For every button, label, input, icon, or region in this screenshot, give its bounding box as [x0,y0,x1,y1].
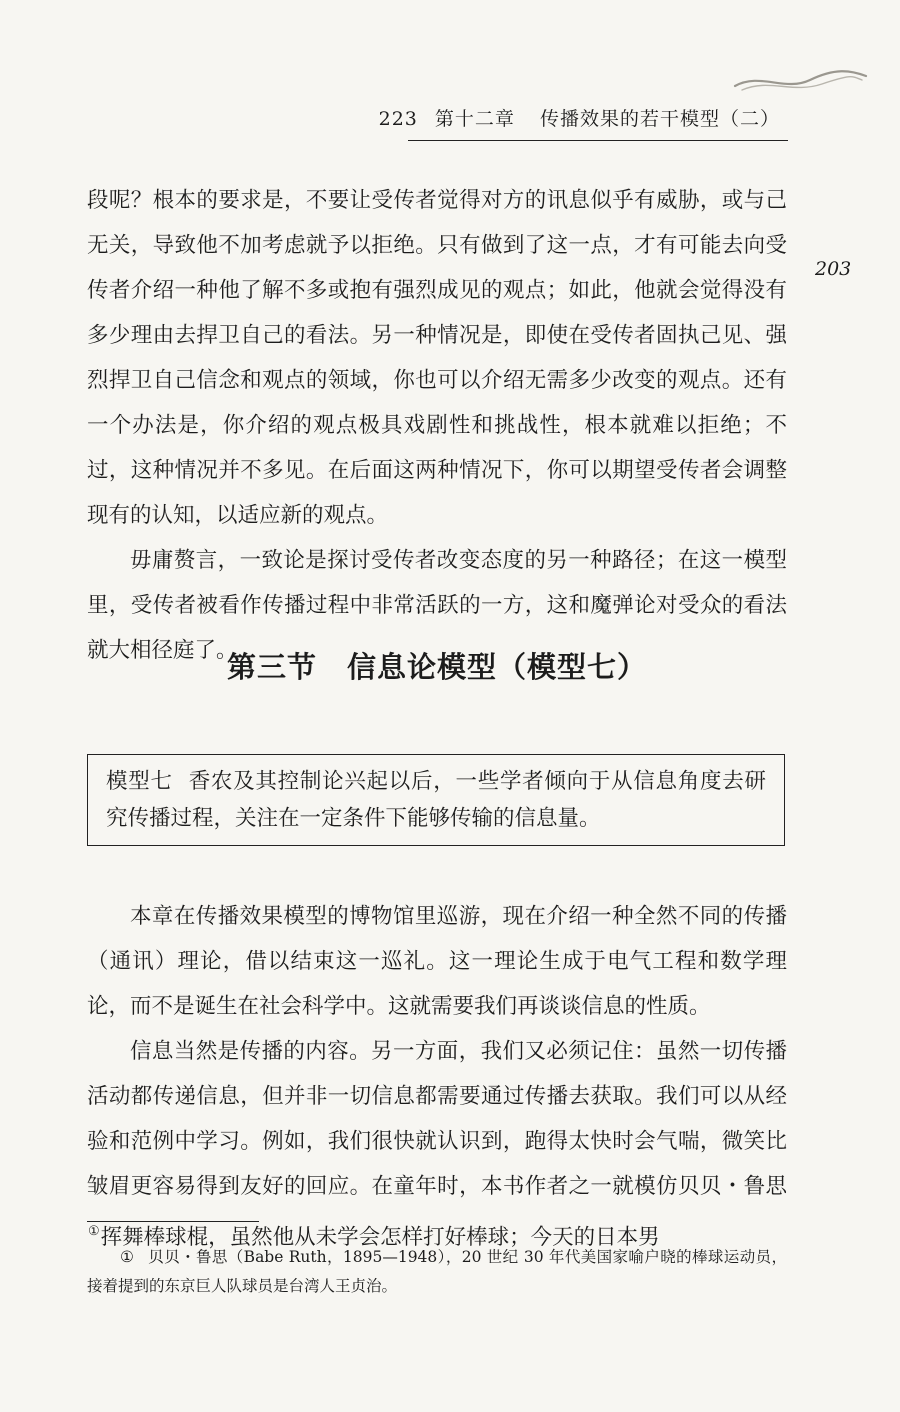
footnote-reference[interactable]: ① [88,1224,100,1239]
paragraph-text: 信息当然是传播的内容。另一方面，我们又必须记住：虽然一切传播活动都传递信息，但并非一切信息都需要通过传播去获取。我们可以从经验和范例中学习。例如，我们很快就认识到，跑得太快时会气喘，微笑比皱眉更容易得到友好的回应。在童年时，本书作者之一就模仿贝贝・鲁思 [87,1039,787,1199]
model-description: 香农及其控制论兴起以后，一些学者倾向于从信息角度去研究传播过程，关注在一定条件下能够传输的信息量。 [106,769,766,831]
footnote-rule [87,1221,259,1222]
running-header [379,104,780,131]
margin-page-number: 203 [815,258,852,280]
section-heading [87,645,787,686]
paragraph: 段呢？根本的要求是，不要让受传者觉得对方的讯息似乎有威胁，或与己无关，导致他不加考虑就予以拒绝。只有做到了这一点，才有可能去向受传者介绍一种他了解不多或抱有强烈成见的观点；如此，他就会觉得没有多少理由去捍卫自己的看法。另一种情况是，即使在受传者固执己见、强烈捍卫自己信念和观点的领域，你也可以介绍无需多少改变的观点。还有一个办法是，你介绍的观点极具戏剧性和挑战性，根本就难以拒绝；不过，这种情况并不多见。在后面这两种情况下，你可以期望受传者会调整现有的认知，以适应新的观点。 [87,188,787,528]
chapter-number: 第十二章 [434,108,515,130]
page-number: 223 [378,108,418,130]
footnote [87,1243,787,1301]
footnote-text: 贝贝・鲁思（Babe Ruth，1895—1948），20 世纪 30 年代美国家喻户晓的棒球运动员，接着提到的东京巨人队球员是台湾人王贞治。 [87,1248,787,1295]
model-box [87,754,785,846]
model-label: 模型七 [106,769,173,794]
section-number: 第三节 [226,650,317,684]
body-text-bottom [87,894,787,1260]
header-rule [408,140,788,141]
decorative-swash-icon [730,62,870,102]
paragraph: 毋庸赘言，一致论是探讨受传者改变态度的另一种路径；在这一模型里，受传者被看作传播过程中非常活跃的一方，这和魔弹论对受众的看法就大相径庭了。 [87,548,787,663]
section-title: 信息论模型（模型七） [347,650,648,684]
paragraph: 本章在传播效果模型的博物馆里巡游，现在介绍一种全然不同的传播（通讯）理论，借以结束这一巡礼。这一理论生成于电气工程和数学理论，而不是诞生在社会科学中。这就需要我们再谈谈信息的性质。 [87,904,787,1019]
paragraph [87,1029,787,1260]
paragraph-text: 挥舞棒球棍，虽然他从未学会怎样打好棒球；今天的日本男 [100,1225,660,1250]
body-text-top [87,178,787,673]
footnote-marker: ① [120,1248,135,1266]
chapter-title: 传播效果的若干模型（二） [539,108,780,130]
